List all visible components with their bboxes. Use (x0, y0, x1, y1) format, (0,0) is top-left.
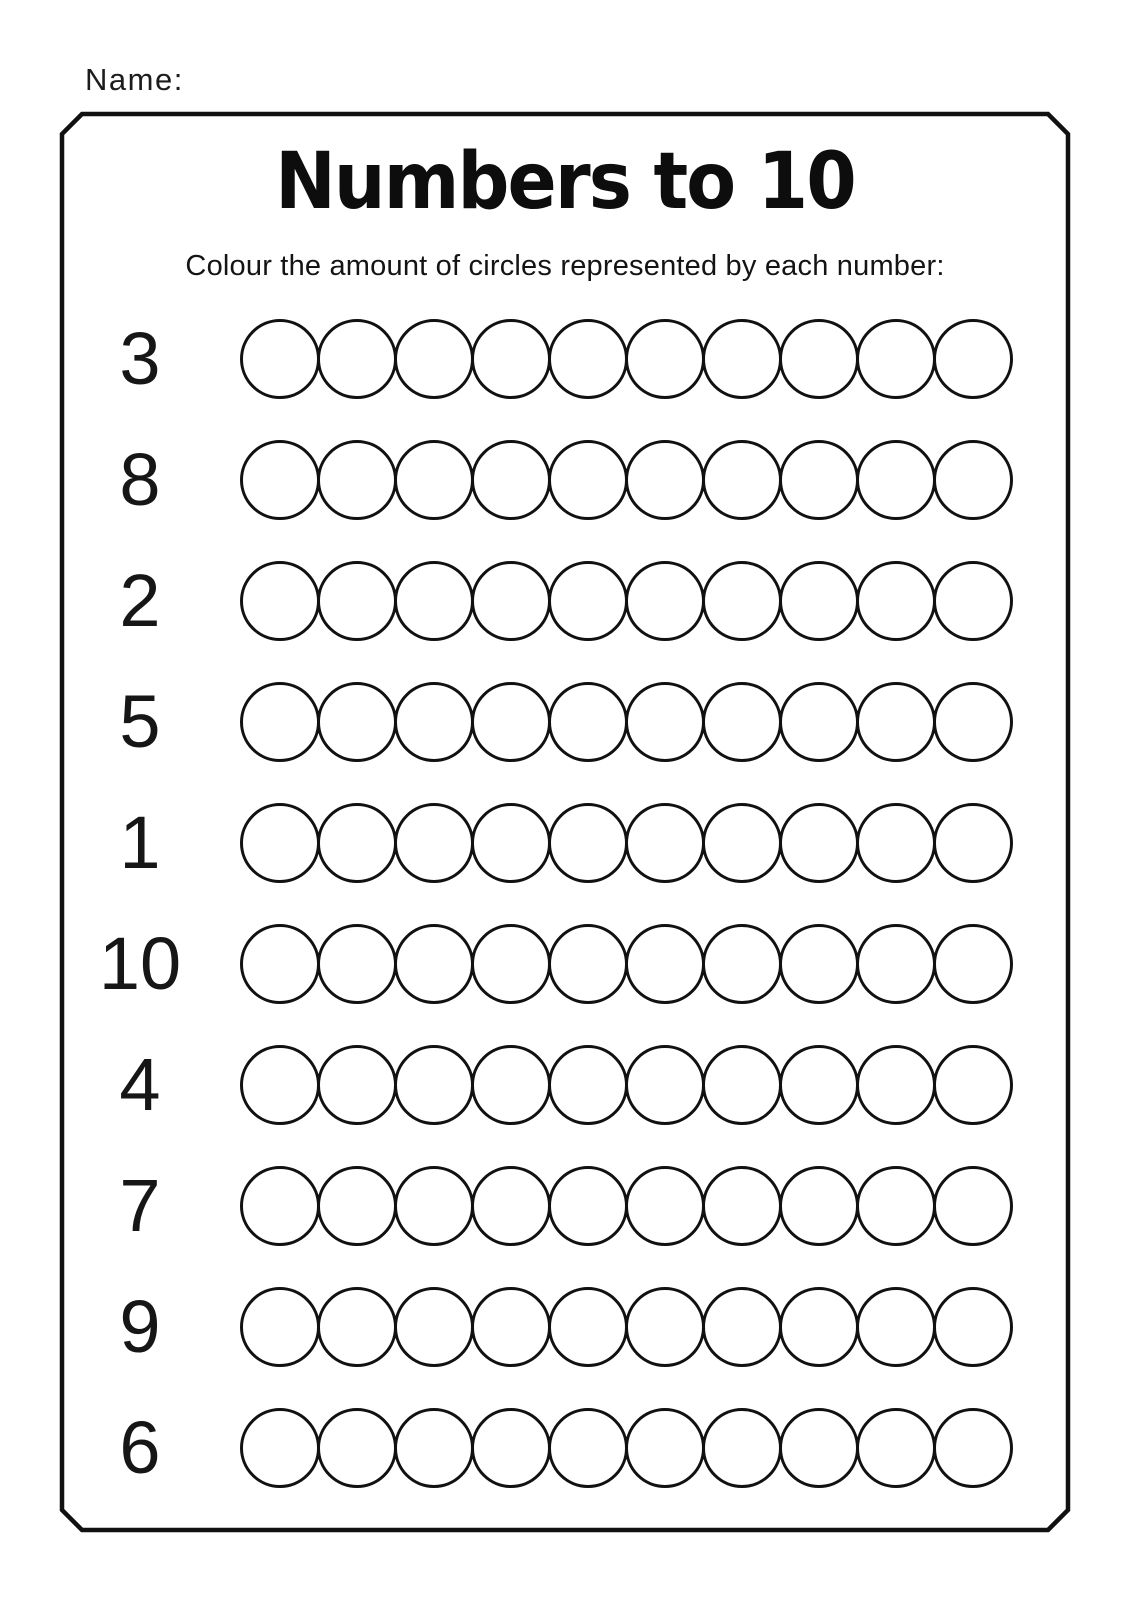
circle[interactable] (240, 1045, 320, 1125)
circle[interactable] (933, 682, 1013, 762)
worksheet-content (62, 114, 1068, 1530)
circle[interactable] (702, 1166, 782, 1246)
circle[interactable] (779, 924, 859, 1004)
circle[interactable] (702, 682, 782, 762)
circle[interactable] (779, 440, 859, 520)
circle[interactable] (702, 803, 782, 883)
circle[interactable] (933, 1166, 1013, 1246)
circle-row (240, 924, 1010, 1004)
circle[interactable] (933, 561, 1013, 641)
row-number: 7 (119, 1163, 161, 1247)
circle-row (240, 440, 1010, 520)
row-number: 6 (119, 1405, 161, 1489)
circle[interactable] (394, 1287, 474, 1367)
circle[interactable] (471, 1166, 551, 1246)
circle[interactable] (625, 1287, 705, 1367)
circle[interactable] (933, 319, 1013, 399)
circle[interactable] (394, 803, 474, 883)
circle[interactable] (394, 1408, 474, 1488)
circle[interactable] (394, 1045, 474, 1125)
circle[interactable] (625, 319, 705, 399)
circle[interactable] (933, 803, 1013, 883)
circle[interactable] (933, 1408, 1013, 1488)
circle[interactable] (317, 319, 397, 399)
row-number: 8 (119, 437, 161, 521)
circle[interactable] (317, 440, 397, 520)
circle[interactable] (933, 924, 1013, 1004)
circle[interactable] (856, 1166, 936, 1246)
circle-row (240, 1166, 1010, 1246)
circle-row (240, 1287, 1010, 1367)
circle[interactable] (548, 1287, 628, 1367)
row-number: 5 (119, 679, 161, 763)
circle[interactable] (394, 924, 474, 1004)
circle[interactable] (394, 319, 474, 399)
worksheet-row (62, 903, 1068, 1024)
circle[interactable] (317, 682, 397, 762)
circle[interactable] (394, 561, 474, 641)
circle[interactable] (856, 803, 936, 883)
circle-row (240, 1408, 1010, 1488)
circle[interactable] (625, 1408, 705, 1488)
circle[interactable] (548, 1166, 628, 1246)
row-number: 4 (119, 1042, 161, 1126)
circle[interactable] (856, 319, 936, 399)
circle[interactable] (240, 682, 320, 762)
circle[interactable] (548, 682, 628, 762)
circle[interactable] (625, 561, 705, 641)
circle[interactable] (779, 803, 859, 883)
circle[interactable] (625, 803, 705, 883)
circle[interactable] (779, 1045, 859, 1125)
circle[interactable] (702, 1045, 782, 1125)
circle[interactable] (702, 440, 782, 520)
circle[interactable] (625, 1166, 705, 1246)
circle-row (240, 561, 1010, 641)
row-number: 2 (119, 558, 161, 642)
circle[interactable] (394, 1166, 474, 1246)
circle[interactable] (856, 924, 936, 1004)
circle[interactable] (779, 561, 859, 641)
circle[interactable] (240, 440, 320, 520)
circle[interactable] (548, 1408, 628, 1488)
circle[interactable] (856, 1408, 936, 1488)
circle[interactable] (779, 682, 859, 762)
circle[interactable] (779, 1166, 859, 1246)
circle[interactable] (240, 1287, 320, 1367)
circle[interactable] (779, 1408, 859, 1488)
circle[interactable] (625, 682, 705, 762)
circle[interactable] (933, 440, 1013, 520)
circle[interactable] (702, 319, 782, 399)
circle[interactable] (471, 1287, 551, 1367)
worksheet-row (62, 782, 1068, 903)
circle[interactable] (933, 1045, 1013, 1125)
name-label: Name: (85, 62, 184, 97)
circle[interactable] (240, 924, 320, 1004)
circle-row (240, 682, 1010, 762)
circle[interactable] (240, 561, 320, 641)
row-number: 3 (119, 316, 161, 400)
worksheet-row (62, 661, 1068, 782)
circle[interactable] (394, 440, 474, 520)
circle[interactable] (471, 319, 551, 399)
circle[interactable] (779, 319, 859, 399)
circle[interactable] (702, 1408, 782, 1488)
circle[interactable] (548, 319, 628, 399)
worksheet-row (62, 419, 1068, 540)
circle[interactable] (856, 682, 936, 762)
circle[interactable] (471, 1045, 551, 1125)
circle[interactable] (240, 319, 320, 399)
circle[interactable] (856, 1287, 936, 1367)
circle[interactable] (471, 440, 551, 520)
circle[interactable] (702, 1287, 782, 1367)
circle[interactable] (548, 803, 628, 883)
circle[interactable] (240, 1408, 320, 1488)
worksheet-row (62, 298, 1068, 419)
worksheet-title: Numbers to 10 (275, 137, 855, 227)
worksheet-row (62, 1024, 1068, 1145)
circle[interactable] (394, 682, 474, 762)
circle[interactable] (933, 1287, 1013, 1367)
worksheet-row (62, 1145, 1068, 1266)
row-number: 9 (119, 1284, 161, 1368)
circle[interactable] (548, 561, 628, 641)
circle[interactable] (471, 1408, 551, 1488)
circle[interactable] (548, 1045, 628, 1125)
circle-row (240, 1045, 1010, 1125)
circle[interactable] (240, 803, 320, 883)
circle[interactable] (471, 924, 551, 1004)
circle[interactable] (548, 924, 628, 1004)
circle[interactable] (702, 561, 782, 641)
circle[interactable] (317, 561, 397, 641)
worksheet-row (62, 540, 1068, 661)
circle[interactable] (625, 1045, 705, 1125)
circle[interactable] (317, 924, 397, 1004)
circle[interactable] (317, 1408, 397, 1488)
row-number: 10 (98, 921, 182, 1005)
circle-row (240, 803, 1010, 883)
rows-container (62, 298, 1068, 1508)
circle-row (240, 319, 1010, 399)
circle[interactable] (548, 440, 628, 520)
worksheet-row (62, 1266, 1068, 1387)
circle[interactable] (625, 440, 705, 520)
circle[interactable] (779, 1287, 859, 1367)
circle[interactable] (625, 924, 705, 1004)
circle[interactable] (702, 924, 782, 1004)
row-number: 1 (119, 800, 161, 884)
instruction-text: Colour the amount of circles represented by each number: (185, 250, 945, 282)
circle[interactable] (471, 803, 551, 883)
circle[interactable] (856, 561, 936, 641)
circle[interactable] (317, 1166, 397, 1246)
circle[interactable] (856, 440, 936, 520)
worksheet-row (62, 1387, 1068, 1508)
circle[interactable] (471, 682, 551, 762)
circle[interactable] (317, 803, 397, 883)
circle[interactable] (471, 561, 551, 641)
circle[interactable] (240, 1166, 320, 1246)
circle[interactable] (856, 1045, 936, 1125)
circle[interactable] (317, 1045, 397, 1125)
circle[interactable] (317, 1287, 397, 1367)
